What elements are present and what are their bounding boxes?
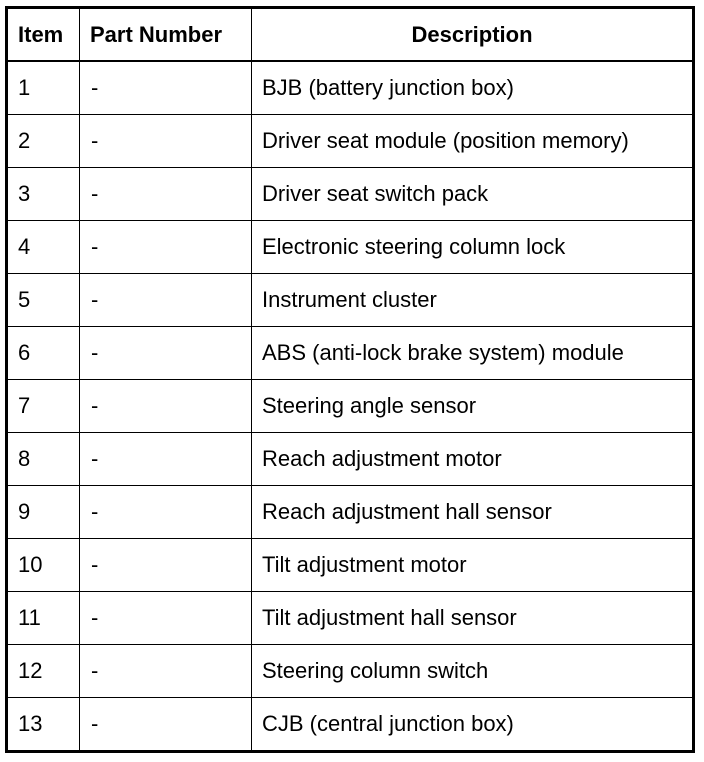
part-number-cell: -: [80, 61, 252, 115]
item-cell: 7: [7, 380, 80, 433]
table-body: [7, 61, 694, 752]
description-cell: Tilt adjustment hall sensor: [252, 592, 694, 645]
header-item: Item: [7, 8, 80, 62]
item-cell: 6: [7, 327, 80, 380]
item-cell: 5: [7, 274, 80, 327]
part-number-cell: -: [80, 698, 252, 752]
item-cell: 8: [7, 433, 80, 486]
part-number-cell: -: [80, 221, 252, 274]
description-cell: ABS (anti-lock brake system) module: [252, 327, 694, 380]
part-number-cell: -: [80, 380, 252, 433]
item-cell: 13: [7, 698, 80, 752]
table-row: [7, 61, 694, 115]
part-number-cell: -: [80, 433, 252, 486]
description-cell: Driver seat module (position memory): [252, 115, 694, 168]
item-cell: 1: [7, 61, 80, 115]
table-row: [7, 486, 694, 539]
description-cell: Instrument cluster: [252, 274, 694, 327]
part-number-cell: -: [80, 115, 252, 168]
description-cell: BJB (battery junction box): [252, 61, 694, 115]
item-cell: 4: [7, 221, 80, 274]
header-description: Description: [252, 8, 694, 62]
table-row: [7, 327, 694, 380]
item-cell: 2: [7, 115, 80, 168]
part-number-cell: -: [80, 592, 252, 645]
table-row: [7, 645, 694, 698]
description-cell: Steering angle sensor: [252, 380, 694, 433]
table-row: [7, 539, 694, 592]
table-row: [7, 274, 694, 327]
part-number-cell: -: [80, 645, 252, 698]
header-part-number: Part Number: [80, 8, 252, 62]
table-row: [7, 433, 694, 486]
item-cell: 3: [7, 168, 80, 221]
table-row: [7, 115, 694, 168]
description-cell: Steering column switch: [252, 645, 694, 698]
part-number-cell: -: [80, 486, 252, 539]
item-cell: 11: [7, 592, 80, 645]
part-number-cell: -: [80, 274, 252, 327]
header-row: [7, 8, 694, 62]
part-number-cell: -: [80, 168, 252, 221]
part-number-cell: -: [80, 327, 252, 380]
table-row: [7, 168, 694, 221]
item-cell: 9: [7, 486, 80, 539]
description-cell: Electronic steering column lock: [252, 221, 694, 274]
item-cell: 12: [7, 645, 80, 698]
table-row: [7, 380, 694, 433]
table-row: [7, 698, 694, 752]
table-header: [7, 8, 694, 62]
description-cell: Tilt adjustment motor: [252, 539, 694, 592]
description-cell: Driver seat switch pack: [252, 168, 694, 221]
item-cell: 10: [7, 539, 80, 592]
description-cell: Reach adjustment motor: [252, 433, 694, 486]
description-cell: CJB (central junction box): [252, 698, 694, 752]
part-number-cell: -: [80, 539, 252, 592]
description-cell: Reach adjustment hall sensor: [252, 486, 694, 539]
table-row: [7, 221, 694, 274]
parts-table: [5, 6, 695, 753]
table-row: [7, 592, 694, 645]
